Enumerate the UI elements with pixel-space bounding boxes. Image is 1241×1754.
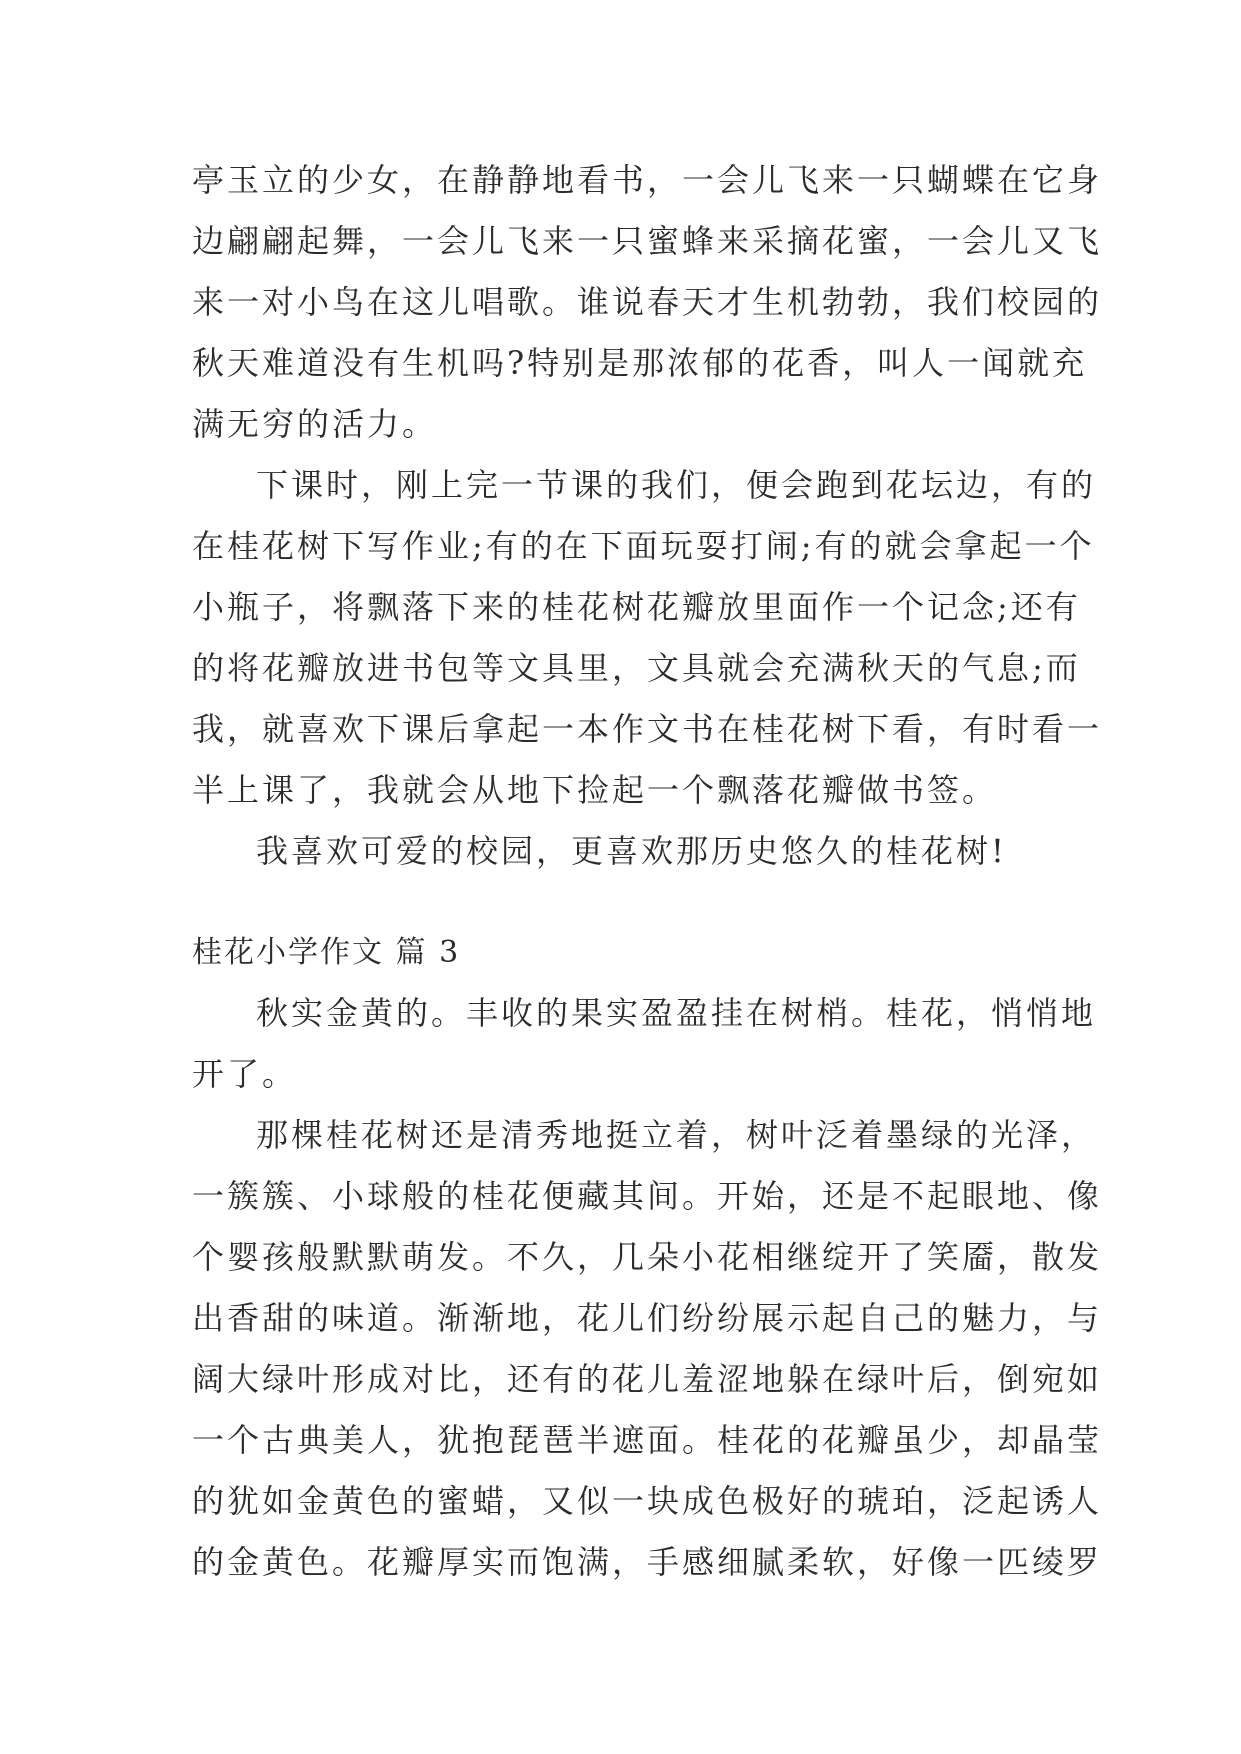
text-line: 我喜欢可爱的校园，更喜欢那历史悠久的桂花树! (256, 832, 1007, 870)
text-line: 的犹如金黄色的蜜蜡，又似一块成色极好的琥珀，泛起诱人 (192, 1482, 1103, 1520)
text-line: 半上课了，我就会从地下捡起一个飘落花瓣做书签。 (192, 771, 998, 809)
document-page (192, 150, 1103, 1593)
section-heading: 桂花小学作文 篇 3 (192, 935, 461, 970)
text-line: 下课时，刚上完一节课的我们，便会跑到花坛边，有的 (256, 466, 1097, 504)
text-line: 开了。 (192, 1055, 298, 1093)
paragraph (192, 983, 1097, 1105)
text-line: 出香甜的味道。渐渐地，花儿们纷纷展示起自己的魅力，与 (192, 1299, 1103, 1337)
text-line: 那棵桂花树还是清秀地挺立着，树叶泛着墨绿的光泽， (256, 1116, 1097, 1154)
text-line: 在桂花树下写作业;有的在下面玩耍打闹;有的就会拿起一个 (192, 527, 1095, 565)
paragraph (192, 821, 1064, 882)
text-line: 来一对小鸟在这儿唱歌。谁说春天才生机勃勃，我们校园的 (192, 283, 1103, 321)
section-gap (192, 882, 1064, 922)
text-line: 秋天难道没有生机吗?特别是那浓郁的花香，叫人一闻就充 (192, 344, 1088, 382)
text-line: 亭玉立的少女，在静静地看书，一会儿飞来一只蝴蝶在它身 (192, 161, 1103, 199)
text-line: 小瓶子，将飘落下来的桂花树花瓣放里面作一个记念;还有 (192, 588, 1081, 626)
paragraph (192, 150, 1103, 455)
text-line: 我，就喜欢下课后拿起一本作文书在桂花树下看，有时看一 (192, 710, 1103, 748)
text-line: 一个古典美人，犹抱琵琶半遮面。桂花的花瓣虽少，却晶莹 (192, 1421, 1103, 1459)
text-line: 的金黄色。花瓣厚实而饱满，手感细腻柔软，好像一匹绫罗 (192, 1543, 1103, 1581)
text-line: 一簇簇、小球般的桂花便藏其间。开始，还是不起眼地、像 (192, 1177, 1103, 1215)
text-line: 满无穷的活力。 (192, 405, 438, 443)
text-line: 个婴孩般默默萌发。不久，几朵小花相继绽开了笑靥，散发 (192, 1238, 1103, 1276)
text-line: 阔大绿叶形成对比，还有的花儿羞涩地躲在绿叶后，倒宛如 (192, 1360, 1103, 1398)
text-line: 边翩翩起舞，一会儿飞来一只蜜蜂来采摘花蜜，一会儿又飞 (192, 222, 1103, 260)
paragraph (192, 1105, 1103, 1593)
text-line: 秋实金黄的。丰收的果实盈盈挂在树梢。桂花，悄悄地 (256, 994, 1097, 1032)
text-line: 的将花瓣放进书包等文具里，文具就会充满秋天的气息;而 (192, 649, 1081, 687)
paragraph (192, 455, 1103, 821)
